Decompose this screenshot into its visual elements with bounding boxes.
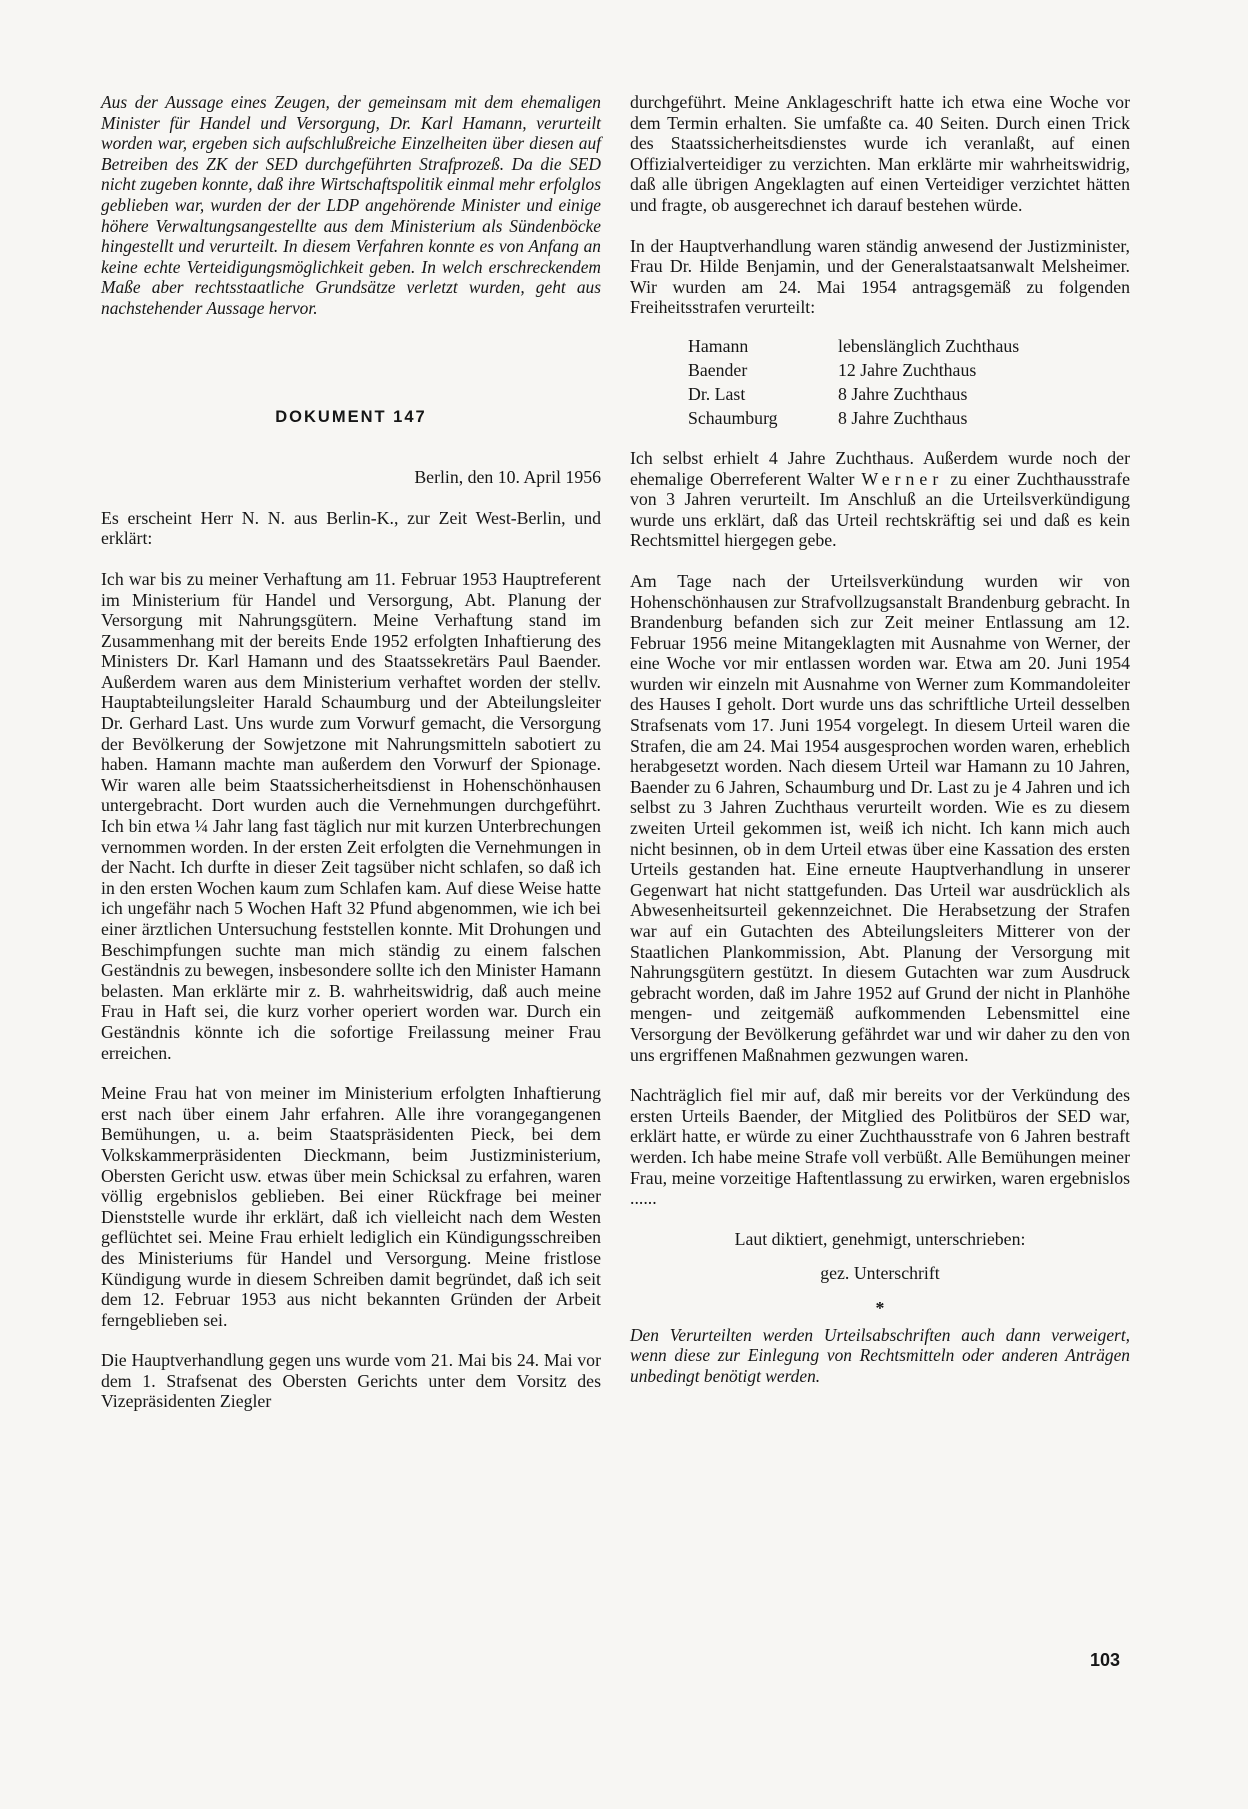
asterisk-separator: * <box>875 1297 885 1318</box>
right-column <box>630 92 1130 1406</box>
sentence-row <box>688 336 1088 360</box>
statement-paragraph-8: Am Tage nach der Urteilsverkündung wurden wir von Hohenschönhausen zur Strafvollzugsanstalt Brandenburg gebracht. In Brandenburg befanden sich zur Zeit meiner Entlassung am 12. Februar 1956 meine Mitangeklagten mit Ausnahme von Werner, der eine Woche vor mir entlassen worden war. Etwa am 20. Juni 1954 wurden wir einzeln mit Ausnahme von Werner zum Kommandoleiter des Hauses I geholt. Dort wurde uns das schriftliche Urteil desselben Strafsenats vom 17. Juni 1954 vorgelegt. In diesem Urteil waren die Strafen, die am 24. Mai 1954 ausgesprochen worden waren, erheblich herabgesetzt worden. Nach diesem Urteil war Hamann zu 10 Jahren, Baender zu 6 Jahren, Schaumburg und Dr. Last zu je 4 Jahren und ich selbst zu 3 Jahren Zuchthaus verurteilt worden. Wie es zu diesem zweiten Urteil gekommen ist, weiß ich nicht. Ich kann mich auch nicht besinnen, ob in dem Urteil etwas über eine Kassation des ersten Urteils gestanden hat. Eine erneute Hauptverhandlung in unserer Gegenwart hat nicht stattgefunden. Das Urteil war ausdrücklich als Abwesenheitsurteil gekennzeichnet. Die Herabsetzung der Strafen war auf ein Gutachten des Abteilungsleiters Mitterer von der Staatlichen Plankommission, Abt. Planung der Versorgung mit Nahrungsgütern gestützt. In diesem Gutachten war zum Ausdruck gebracht worden, daß im Jahre 1952 auf Grund der nicht in Planhöhe mengen- und zeitgemäß aufkommenden Lebensmittel eine Versorgung der Bevölkerung gefährdet war und wir daher zu den von uns ergriffenen Maßnahmen gezwungen waren. <box>630 570 1130 1065</box>
statement-paragraph-9: Nachträglich fiel mir auf, daß mir bereits vor der Verkündung des ersten Urteils Baender, der Mitglied des Politbüros der SED war, erklärt hatte, er würde zu einer Zuchthausstrafe von 6 Jahren bestraft werden. Ich habe meine Strafe voll verbüßt. Alle Bemühungen meiner Frau, meine vorzeitige Haftentlassung zu erwirken, waren ergebnislos ...... <box>630 1085 1130 1209</box>
sentence-row <box>688 360 1088 384</box>
closing-formula: Laut diktiert, genehmigt, unterschrieben: <box>734 1228 1026 1249</box>
intro-paragraph: Aus der Aussage eines Zeugen, der gemeinsam mit dem ehemaligen Minister für Handel und Versorgung, Dr. Karl Hamann, verurteilt worden war, ergeben sich aufschlußreiche Einzelheiten über diesen auf Betreiben des ZK der SED durchgeführten Strafprozeß. Da die SED nicht zugeben konnte, daß ihre Wirtschaftspolitik einmal mehr erfolglos geblieben war, wurden der der LDP angehörende Minister und einige höhere Verwaltungsangestellte aus dem Ministerium als Sündenböcke hingestellt und verurteilt. In diesem Verfahren konnte es von Anfang an keine echte Verteidigungsmöglichkeit geben. In welch erschreckendem Maße aber rechtsstaatliche Grundsätze verletzt wurden, geht aus nachstehender Aussage hervor. <box>101 92 601 318</box>
signature-line: gez. Unterschrift <box>820 1263 940 1284</box>
statement-paragraph-1: Es erscheint Herr N. N. aus Berlin-K., zur Zeit West-Berlin, und erklärt: <box>101 507 601 549</box>
spaced-name: Werner <box>861 468 944 489</box>
defendant-name: Hamann <box>688 335 749 356</box>
paragraph-text-start: Ich selbst erhielt 4 Jahre Zuchthaus. Außerdem wurde noch der ehemalige Oberreferent Walter <box>630 447 1130 489</box>
sentence-row <box>688 384 1088 408</box>
statement-paragraph-4: Die Hauptverhandlung gegen uns wurde vom 21. Mai bis 24. Mai vor dem 1. Strafsenat des Obersten Gerichts unter dem Vorsitz des Vizepräsidenten Ziegler <box>101 1350 601 1412</box>
sentence-value: 8 Jahre Zuchthaus <box>838 383 968 404</box>
editorial-note: Den Verurteilten werden Urteilsabschriften auch dann verweigert, wenn diese zur Einlegung von Rechtsmitteln oder anderen Anträgen unbedingt benötigt werden. <box>630 1324 1130 1386</box>
document-heading: DOKUMENT 147 <box>275 407 427 426</box>
defendant-name: Baender <box>688 359 748 380</box>
paragraph-text-end: zu einer Zuchthausstrafe von 3 Jahren verurteilt. Im Anschluß an die Urteilsverkündigung wurde uns erklärt, daß das Urteil rechtskräftig sei und daß es kein Rechtsmittel hiergegen gebe. <box>630 468 1130 551</box>
sentence-value: lebenslänglich Zuchthaus <box>838 335 1020 356</box>
left-column <box>101 92 601 1432</box>
sentence-table <box>688 336 1088 432</box>
statement-paragraph-7 <box>630 448 1130 551</box>
page-number: 103 <box>1089 1650 1120 1670</box>
statement-paragraph-2: Ich war bis zu meiner Verhaftung am 11. Februar 1953 Hauptreferent im Ministerium für Handel und Versorgung, Abt. Planung der Versorgung mit Nahrungsgütern. Meine Verhaftung stand im Zusammenhang mit der bereits Ende 1952 erfolgten Inhaftierung des Ministers Dr. Karl Hamann und des Staatssekretärs Paul Baender. Außerdem waren aus dem Ministerium verhaftet worden der stellv. Hauptabteilungsleiter Harald Schaumburg und der Abteilungsleiter Dr. Gerhard Last. Uns wurde zum Vorwurf gemacht, die Versorgung der Bevölkerung der Sowjetzone mit Nahrungsmitteln sabotiert zu haben. Hamann machte man außerdem den Vorwurf der Spionage. Wir waren alle beim Staatssicherheitsdienst in Hohenschönhausen untergebracht. Dort wurden auch die Vernehmungen durchgeführt. Ich bin etwa ¼ Jahr lang fast täglich nur mit kurzen Unterbrechungen vernommen worden. In der ersten Zeit erfolgten die Vernehmungen in der Nacht. Ich durfte in dieser Zeit tagsüber nicht schlafen, so daß ich in den ersten Wochen kaum zum Schlafen kam. Auf diese Weise hatte ich ungefähr nach 5 Wochen Haft 32 Pfund abgenommen, wie ich bei einer ärztlichen Untersuchung feststellen konnte. Mit Drohungen und Beschimpfungen suchte man mich ständig zu einem falschen Geständnis zu bewegen, insbesondere sollte ich den Minister Hamann belasten. Man erklärte mir z. B. wahrheitswidrig, daß auch meine Frau in Haft sei, die kurz vorher operiert worden war. Durch ein Geständnis könnte ich die sofortige Freilassung meiner Frau erreichen. <box>101 568 601 1063</box>
statement-paragraph-6: In der Hauptverhandlung waren ständig anwesend der Justizminister, Frau Dr. Hilde Benjamin, und der Generalstaatsanwalt Melsheimer. Wir wurden am 24. Mai 1954 antragsgemäß zu folgenden Freiheitsstrafen verurteilt: <box>630 235 1130 318</box>
statement-paragraph-5: durchgeführt. Meine Anklageschrift hatte ich etwa eine Woche vor dem Termin erhalten. Sie umfaßte ca. 40 Seiten. Durch einen Trick des Staatssicherheitsdienstes wurde ich veranlaßt, auf einen Offizialverteidiger zu verzichten. Man erklärte mir wahrheitswidrig, daß alle übrigen Angeklagten auf einen Verteidiger verzichtet hätten und fragte, ob ausgerechnet ich darauf bestehen würde. <box>630 92 1130 215</box>
defendant-name: Dr. Last <box>688 383 746 404</box>
dateline: Berlin, den 10. April 1956 <box>414 467 601 488</box>
sentence-row <box>688 408 1088 432</box>
sentence-value: 12 Jahre Zuchthaus <box>838 359 977 380</box>
statement-paragraph-3: Meine Frau hat von meiner im Ministerium erfolgten Inhaftierung erst nach über einem Jahr erfahren. Alle ihre vorangegangenen Bemühungen, u. a. beim Staatspräsidenten Pieck, bei dem Volkskammerpräsidenten Dieckmann, beim Justizministerium, Obersten Gericht usw. etwas über mein Schicksal zu erfahren, waren völlig ergebnislos geblieben. Bei einer Rückfrage bei meiner Dienststelle wurde ihr erklärt, daß ich vielleicht nach dem Westen geflüchtet sei. Meine Frau erhielt lediglich ein Kündigungsschreiben des Ministeriums für Handel und Versorgung. Meine fristlose Kündigung wurde in diesem Schreiben damit begründet, daß ich seit dem 12. Februar 1953 aus nicht bekannten Gründen der Arbeit ferngeblieben sei. <box>101 1083 601 1330</box>
sentence-value: 8 Jahre Zuchthaus <box>838 407 968 428</box>
defendant-name: Schaumburg <box>688 407 778 428</box>
